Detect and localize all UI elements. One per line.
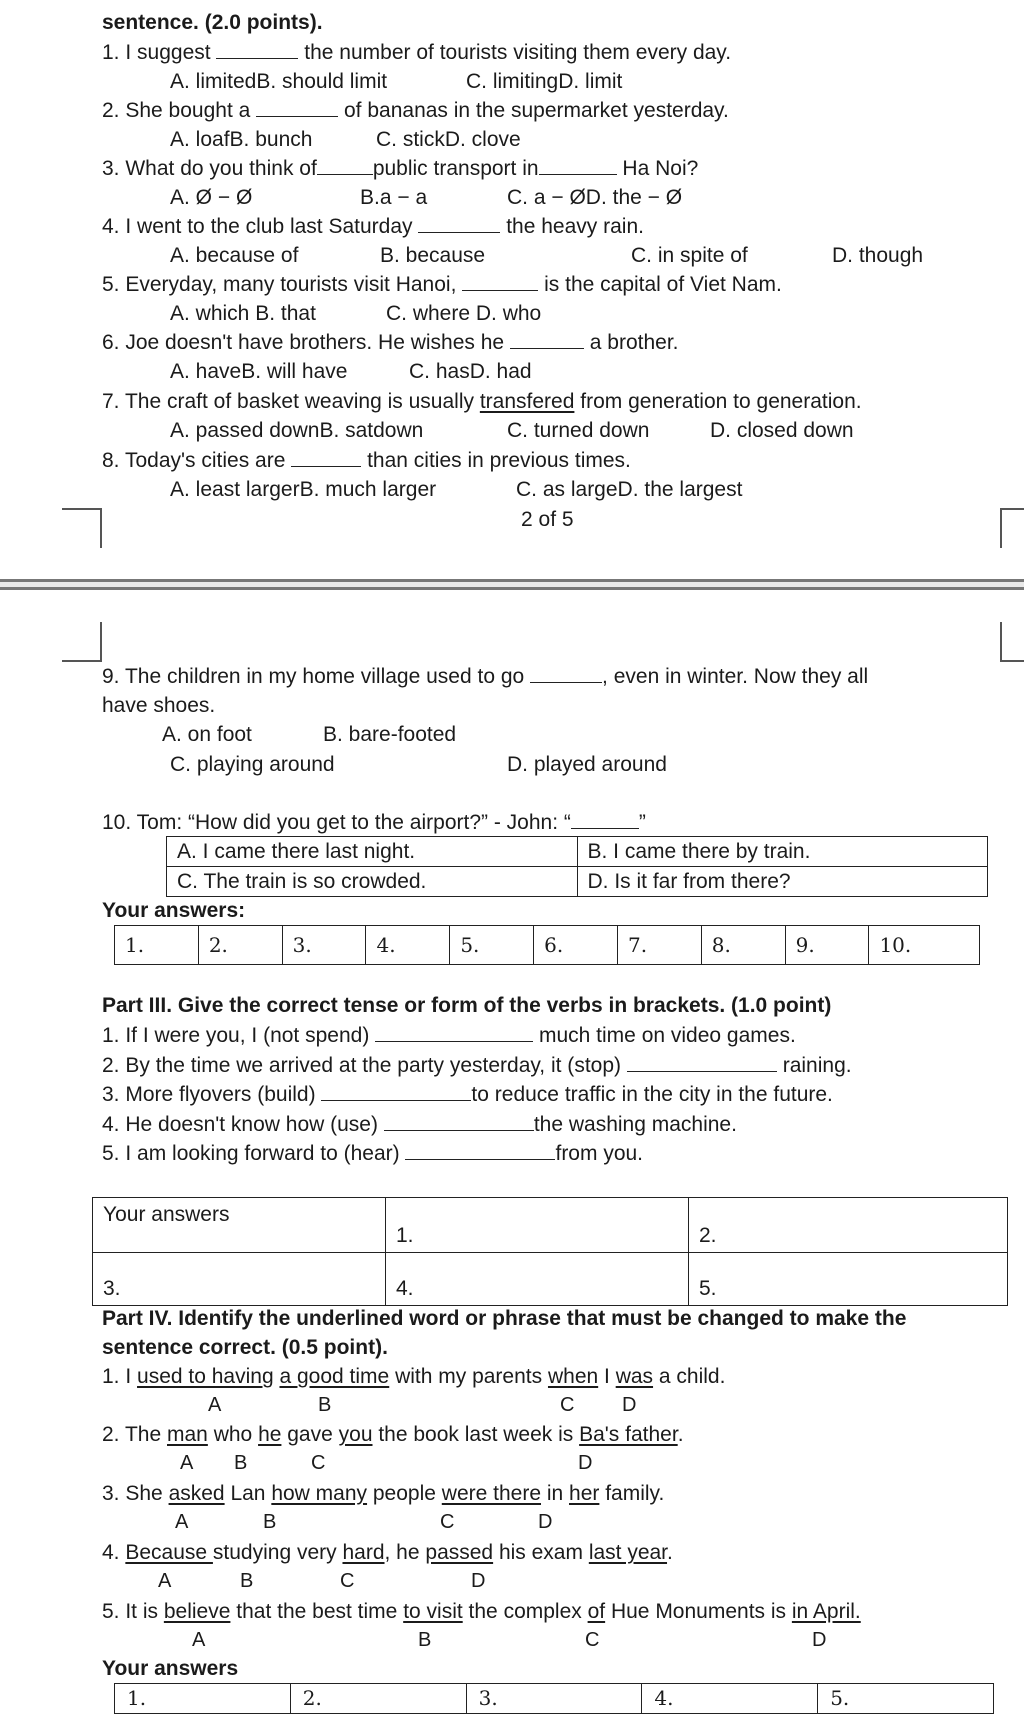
part3-title: Part III. Give the correct tense or form of the verbs in brackets. (1.0 point) (102, 994, 832, 1017)
page-separator (0, 575, 1024, 623)
q5-options-ab: A. which B. that (170, 302, 316, 325)
answer-cell[interactable]: 8. (701, 926, 785, 965)
q7-option-d: D. closed down (710, 419, 854, 442)
part4-sentence-2: 2. The man who he gave you the book last week is Ba's father. (102, 1423, 684, 1446)
q7-option-c: C. turned down (507, 419, 650, 442)
q9-stem-line2: have shoes. (102, 694, 216, 717)
page-number: 2 of 5 (521, 508, 574, 531)
q2-stem: 2. She bought a of bananas in the supermarket yesterday. (102, 99, 729, 122)
q8-stem: 8. Today's cities are than cities in previous times. (102, 449, 631, 472)
answer-cell[interactable]: 3. (282, 926, 366, 965)
q2-options: A. loafB. bunch (170, 128, 313, 151)
answer-cell[interactable]: 6. (534, 926, 618, 965)
q9-option-c: C. playing around (170, 753, 335, 776)
q10-option-c: C. The train is so crowded. (167, 867, 578, 897)
option-letter-d: D (538, 1511, 553, 1533)
option-letter-b: B (318, 1394, 332, 1416)
option-letter-a: A (158, 1570, 172, 1592)
answer-cell[interactable]: 1. (115, 926, 199, 965)
option-letter-c: C (560, 1394, 575, 1416)
q3-options-cd: C. a − ØD. the − Ø (507, 186, 683, 209)
option-letter-c: C (585, 1629, 600, 1651)
q9-option-d: D. played around (507, 753, 667, 776)
option-letter-b: B (263, 1511, 277, 1533)
part3-item-1: 1. If I were you, I (not spend) much time on video games. (102, 1024, 796, 1047)
answer-cell[interactable]: 4. (386, 1253, 689, 1306)
q8-options-cd: C. as largeD. the largest (516, 478, 743, 501)
part3-item-2: 2. By the time we arrived at the party yesterday, it (stop) raining. (102, 1054, 852, 1077)
option-letter-d: D (578, 1452, 593, 1474)
answer-cell[interactable]: 10. (869, 926, 980, 965)
part3-answer-grid (92, 1197, 1008, 1306)
q5-options-cd: C. where D. who (386, 302, 542, 325)
q9-stem: 9. The children in my home village used to go , even in winter. Now they all (102, 665, 869, 688)
q10-option-d: D. Is it far from there? (577, 867, 988, 897)
part2-answer-grid (114, 925, 980, 965)
option-letter-a: A (208, 1394, 222, 1416)
option-letter-c: C (311, 1452, 326, 1474)
option-letter-d: D (812, 1629, 827, 1651)
part4-sentence-4: 4. Because studying very hard, he passed his exam last year. (102, 1541, 673, 1564)
q7-stem: 7. The craft of basket weaving is usually transfered from generation to generation. (102, 390, 862, 413)
part4-title-line2: sentence correct. (0.5 point). (102, 1336, 388, 1359)
crop-mark (1000, 508, 1024, 548)
q10-stem: 10. Tom: “How did you get to the airport?” - John: “ ” (102, 811, 646, 834)
q10-option-a: A. I came there last night. (167, 837, 578, 867)
part4-answer-grid (114, 1683, 994, 1714)
q6-stem: 6. Joe doesn't have brothers. He wishes he a brother. (102, 331, 679, 354)
option-letter-b: B (234, 1452, 248, 1474)
option-letter-b: B (240, 1570, 254, 1592)
answer-cell[interactable]: 1. (386, 1198, 689, 1253)
q4-option-b: B. because (380, 244, 486, 267)
q1-options-cd: C. limitingD. limit (466, 70, 623, 93)
q2-options-cd: C. stickD. clove (376, 128, 521, 151)
part3-item-4: 4. He doesn't know how (use) the washing machine. (102, 1113, 737, 1136)
answer-cell[interactable]: 4. (642, 1684, 818, 1714)
answer-cell[interactable]: 2. (290, 1684, 466, 1714)
part2-answers-label: Your answers: (102, 899, 246, 922)
option-letter-d: D (622, 1394, 637, 1416)
answer-cell[interactable]: 2. (689, 1198, 1008, 1253)
part3-item-3: 3. More flyovers (build) to reduce traffic in the city in the future. (102, 1083, 833, 1106)
answer-cell[interactable]: 2. (198, 926, 282, 965)
answer-cell[interactable]: 3. (93, 1253, 386, 1306)
q6-options: A. haveB. will have (170, 360, 348, 383)
q3-option-b: B.a − a (360, 186, 428, 209)
answer-cell[interactable]: 7. (617, 926, 701, 965)
q9-option-a: A. on foot (162, 723, 252, 746)
answer-cell[interactable]: 4. (366, 926, 450, 965)
option-letter-c: C (340, 1570, 355, 1592)
q1-options: A. limitedB. should limit (170, 70, 388, 93)
q4-option-c: C. in spite of (631, 244, 748, 267)
answer-cell[interactable]: 9. (785, 926, 869, 965)
q8-options: A. least largerB. much larger (170, 478, 437, 501)
answer-cell[interactable]: 1. (115, 1684, 291, 1714)
part3-answers-label: Your answers (93, 1198, 386, 1253)
answer-cell[interactable]: 5. (450, 926, 534, 965)
q6-options-cd: C. hasD. had (409, 360, 532, 383)
option-letter-a: A (192, 1629, 206, 1651)
q7-options: A. passed downB. satdown (170, 419, 424, 442)
part4-answers-label: Your answers (102, 1657, 239, 1680)
part4-sentence-1: 1. I used to having a good time with my parents when I was a child. (102, 1365, 726, 1388)
option-letter-a: A (175, 1511, 189, 1533)
crop-mark (62, 508, 102, 548)
q3-option-a: A. Ø − Ø (170, 186, 253, 209)
option-letter-b: B (418, 1629, 432, 1651)
q4-option-d: D. though (832, 244, 924, 267)
option-letter-a: A (180, 1452, 194, 1474)
q4-option-a: A. because of (170, 244, 299, 267)
q9-option-b: B. bare-footed (323, 723, 457, 746)
q3-stem: 3. What do you think of public transport in Ha Noi? (102, 157, 699, 180)
option-letter-c: C (440, 1511, 455, 1533)
part4-title-line1: Part IV. Identify the underlined word or phrase that must be changed to make the (102, 1307, 907, 1330)
crop-mark (1000, 622, 1024, 662)
option-letter-d: D (471, 1570, 486, 1592)
part2-header: sentence. (2.0 points). (102, 11, 323, 34)
q10-options-table (166, 836, 988, 897)
q1-stem: 1. I suggest the number of tourists visiting them every day. (102, 41, 732, 64)
part3-item-5: 5. I am looking forward to (hear) from you. (102, 1142, 644, 1165)
answer-cell[interactable]: 5. (818, 1684, 994, 1714)
part4-sentence-3: 3. She asked Lan how many people were there in her family. (102, 1482, 665, 1505)
part4-sentence-5: 5. It is believe that the best time to visit the complex of Hue Monuments is in April. (102, 1600, 861, 1623)
crop-mark (62, 622, 102, 662)
q10-option-b: B. I came there by train. (577, 837, 988, 867)
q4-stem: 4. I went to the club last Saturday the heavy rain. (102, 215, 644, 238)
answer-cell[interactable]: 5. (689, 1253, 1008, 1306)
answer-cell[interactable]: 3. (466, 1684, 642, 1714)
q5-stem: 5. Everyday, many tourists visit Hanoi, is the capital of Viet Nam. (102, 273, 782, 296)
